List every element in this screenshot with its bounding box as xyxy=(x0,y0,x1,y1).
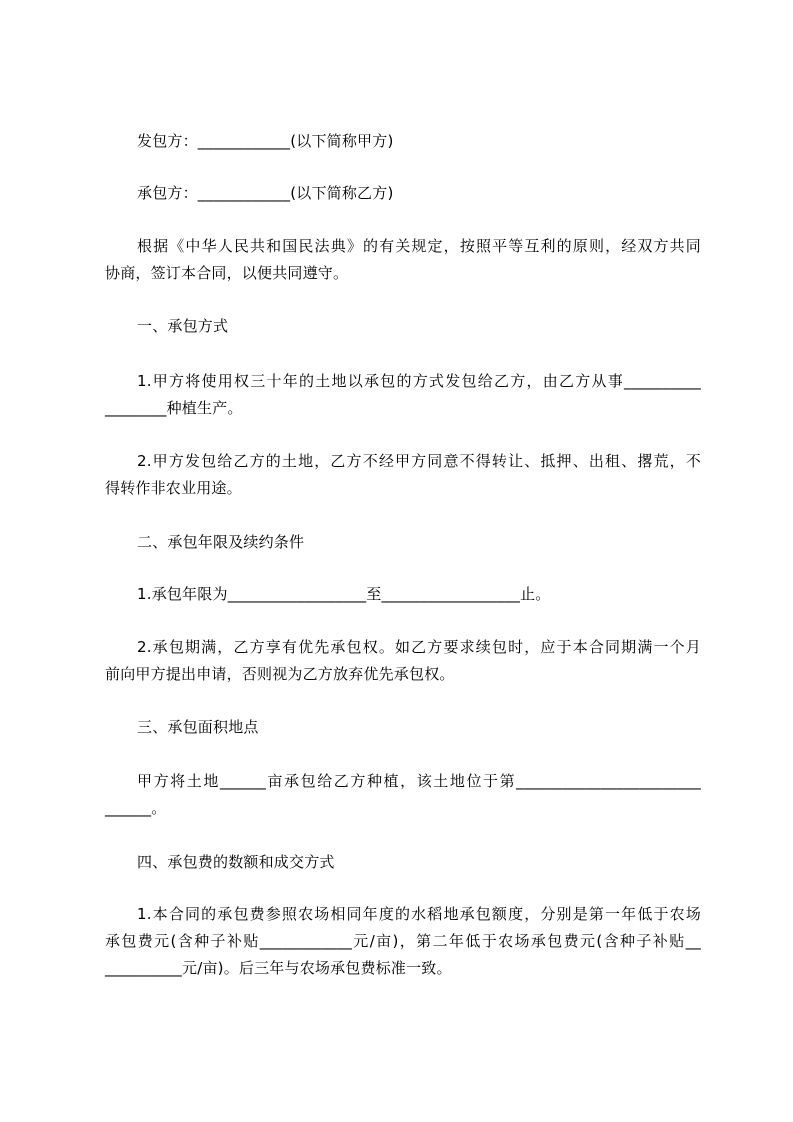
clause-1-1-line-2: ________种植生产。 xyxy=(105,399,243,417)
clause-1-2-line-2: 得转作非农业用途。 xyxy=(105,479,242,497)
clause-4-1-line-3: __________元/亩)。后三年与农场承包费标准一致。 xyxy=(105,959,452,977)
clause-2-2-line-1: 2.承包期满，乙方享有优先承包权。如乙方要求续包时，应于本合同期满一个月 xyxy=(137,638,701,656)
section-heading-3: 三、承包面积地点 xyxy=(137,718,259,736)
clause-3-line-1: 甲方将土地______亩承包给乙方种植，该土地位于第________________________ xyxy=(137,772,701,790)
section-heading-4: 四、承包费的数额和成交方式 xyxy=(137,853,335,871)
clause-1-2-line-1: 2.甲方发包给乙方的土地，乙方不经甲方同意不得转让、抵押、出租、撂荒，不 xyxy=(137,452,701,470)
section-heading-1: 一、承包方式 xyxy=(137,317,229,335)
clause-2-2-line-2: 前向甲方提出申请，否则视为乙方放弃优先承包权。 xyxy=(105,665,455,683)
clause-4-1-line-2: 承包费元(含种子补贴____________元/亩)，第二年低于农场承包费元(含种子补贴__ xyxy=(105,932,701,950)
contractor-party-line: 发包方：____________(以下简称甲方) xyxy=(137,132,394,150)
clause-1-1-line-1: 1.甲方将使用权三十年的土地以承包的方式发包给乙方，由乙方从事__________ xyxy=(137,372,701,390)
clause-2-1-line: 1.承包年限为__________________至__________________止。 xyxy=(137,585,551,603)
preamble-line-1: 根据《中华人民共和国民法典》的有关规定，按照平等互利的原则，经双方共同 xyxy=(137,237,701,255)
contractee-party-line: 承包方：____________(以下简称乙方) xyxy=(137,184,394,202)
section-heading-2: 二、承包年限及续约条件 xyxy=(137,533,305,551)
clause-3-line-2: ______。 xyxy=(105,799,167,817)
clause-4-1-line-1: 1.本合同的承包费参照农场相同年度的水稻地承包额度，分别是第一年低于农场 xyxy=(137,905,701,923)
preamble-line-2: 协商，签订本合同，以便共同遵守。 xyxy=(105,264,349,282)
